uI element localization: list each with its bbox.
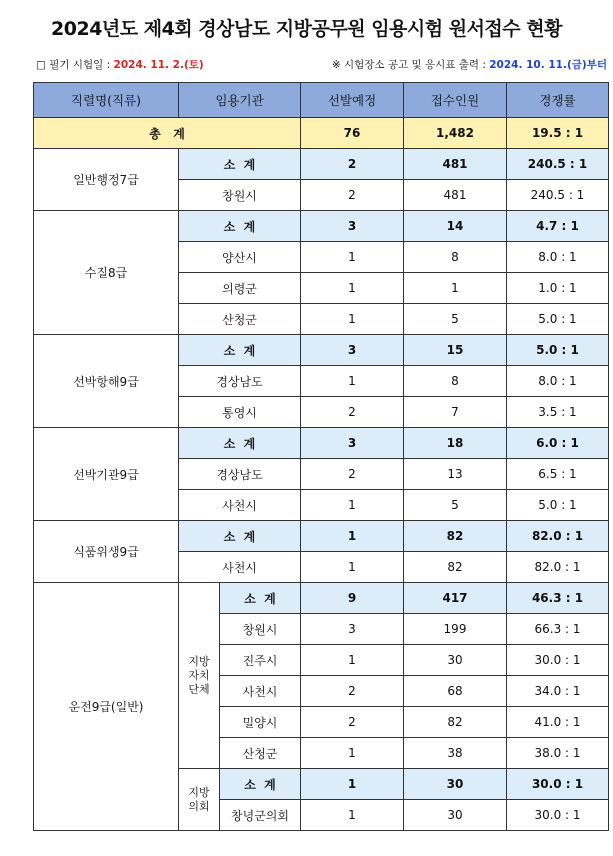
total-row (34, 118, 609, 149)
subtotal-row (34, 583, 609, 614)
category-cell: 선박항해9급 (34, 335, 179, 428)
cell-applicants: 30 (404, 645, 507, 676)
agency-cell: 사천시 (179, 490, 301, 521)
cell-ratio: 41.0 : 1 (507, 707, 609, 738)
cell-planned: 2 (301, 707, 404, 738)
exam-date-line (36, 57, 204, 72)
subtotal-ratio: 46.3 : 1 (507, 583, 609, 614)
cell-planned: 1 (301, 800, 404, 831)
subtotal-row (34, 521, 609, 552)
subtotal-ratio: 30.0 : 1 (507, 769, 609, 800)
subtotal-label: 소 계 (179, 211, 301, 242)
cell-planned: 1 (301, 738, 404, 769)
subtotal-label: 소 계 (179, 335, 301, 366)
header-applicants: 접수인원 (404, 83, 507, 118)
agency-cell: 진주시 (220, 645, 301, 676)
cell-applicants: 5 (404, 304, 507, 335)
cell-ratio: 82.0 : 1 (507, 552, 609, 583)
cell-applicants: 7 (404, 397, 507, 428)
cell-applicants: 82 (404, 552, 507, 583)
subtotal-planned: 1 (301, 521, 404, 552)
category-cell: 수질8급 (34, 211, 179, 335)
cell-planned: 2 (301, 459, 404, 490)
cell-planned: 3 (301, 614, 404, 645)
cell-planned: 1 (301, 645, 404, 676)
cell-applicants: 1 (404, 273, 507, 304)
cell-ratio: 8.0 : 1 (507, 366, 609, 397)
subtotal-ratio: 6.0 : 1 (507, 428, 609, 459)
cell-applicants: 13 (404, 459, 507, 490)
category-cell: 일반행정7급 (34, 149, 179, 211)
subtotal-planned: 3 (301, 211, 404, 242)
cell-planned: 2 (301, 676, 404, 707)
subtotal-planned: 3 (301, 335, 404, 366)
cell-ratio: 30.0 : 1 (507, 800, 609, 831)
cell-planned: 1 (301, 242, 404, 273)
agency-cell: 사천시 (220, 676, 301, 707)
subtotal-label: 소 계 (220, 769, 301, 800)
subtotal-planned: 2 (301, 149, 404, 180)
cell-planned: 2 (301, 180, 404, 211)
cell-applicants: 68 (404, 676, 507, 707)
cell-ratio: 66.3 : 1 (507, 614, 609, 645)
subtotal-row (34, 149, 609, 180)
agency-cell: 사천시 (179, 552, 301, 583)
cell-ratio: 5.0 : 1 (507, 304, 609, 335)
cell-ratio: 30.0 : 1 (507, 645, 609, 676)
subtotal-applicants: 481 (404, 149, 507, 180)
application-status-table (33, 82, 609, 831)
agency-cell: 산청군 (220, 738, 301, 769)
subtotal-planned: 1 (301, 769, 404, 800)
agency-cell: 창원시 (179, 180, 301, 211)
subtotal-row (34, 335, 609, 366)
cell-ratio: 5.0 : 1 (507, 490, 609, 521)
category-cell: 선박기관9급 (34, 428, 179, 521)
exam-date-label: □ 필기 시험일 : (36, 59, 114, 71)
subtotal-row (34, 428, 609, 459)
agency-cell: 통영시 (179, 397, 301, 428)
cell-ratio: 240.5 : 1 (507, 180, 609, 211)
cell-applicants: 5 (404, 490, 507, 521)
subtotal-label: 소 계 (220, 583, 301, 614)
subtotal-applicants: 82 (404, 521, 507, 552)
header-planned: 선발예정 (301, 83, 404, 118)
exam-date-value: 2024. 11. 2.(토) (113, 59, 204, 71)
total-applicants: 1,482 (404, 118, 507, 149)
subtotal-planned: 9 (301, 583, 404, 614)
category-cell: 운전9급(일반) (34, 583, 179, 831)
total-ratio: 19.5 : 1 (507, 118, 609, 149)
cell-applicants: 30 (404, 800, 507, 831)
category-cell: 식품위생9급 (34, 521, 179, 583)
agency-cell: 창녕군의회 (220, 800, 301, 831)
subtotal-applicants: 417 (404, 583, 507, 614)
subtotal-ratio: 82.0 : 1 (507, 521, 609, 552)
cell-applicants: 481 (404, 180, 507, 211)
total-label: 총 계 (34, 118, 301, 149)
agency-cell: 의령군 (179, 273, 301, 304)
cell-ratio: 1.0 : 1 (507, 273, 609, 304)
cell-ratio: 38.0 : 1 (507, 738, 609, 769)
subtotal-label: 소 계 (179, 521, 301, 552)
cell-applicants: 199 (404, 614, 507, 645)
agency-cell: 밀양시 (220, 707, 301, 738)
table-header-row (34, 83, 609, 118)
cell-applicants: 8 (404, 366, 507, 397)
subtotal-applicants: 18 (404, 428, 507, 459)
subtotal-applicants: 30 (404, 769, 507, 800)
cell-applicants: 82 (404, 707, 507, 738)
agency-cell: 산청군 (179, 304, 301, 335)
subtotal-row (34, 211, 609, 242)
cell-planned: 1 (301, 273, 404, 304)
agency-cell: 경상남도 (179, 366, 301, 397)
cell-applicants: 8 (404, 242, 507, 273)
subtotal-planned: 3 (301, 428, 404, 459)
subtotal-ratio: 240.5 : 1 (507, 149, 609, 180)
agency-cell: 경상남도 (179, 459, 301, 490)
subtotal-label: 소 계 (179, 428, 301, 459)
subtotal-ratio: 4.7 : 1 (507, 211, 609, 242)
header-agency: 임용기관 (179, 83, 301, 118)
cell-planned: 1 (301, 552, 404, 583)
agency-cell: 창원시 (220, 614, 301, 645)
total-planned: 76 (301, 118, 404, 149)
cell-planned: 1 (301, 490, 404, 521)
cell-applicants: 38 (404, 738, 507, 769)
notice-value: 2024. 10. 11.(금)부터 (489, 59, 607, 71)
subtotal-applicants: 14 (404, 211, 507, 242)
subtotal-ratio: 5.0 : 1 (507, 335, 609, 366)
notice-line (332, 57, 607, 72)
agency-cell: 양산시 (179, 242, 301, 273)
cell-planned: 1 (301, 366, 404, 397)
subtotal-label: 소 계 (179, 149, 301, 180)
header-category: 직렬명(직류) (34, 83, 179, 118)
cell-planned: 1 (301, 304, 404, 335)
cell-ratio: 34.0 : 1 (507, 676, 609, 707)
notice-label: ※ 시험장소 공고 및 응시표 출력 : (331, 59, 490, 71)
cell-ratio: 6.5 : 1 (507, 459, 609, 490)
subgroup-cell: 지방 의회 (179, 769, 220, 831)
page-title: 2024년도 제4회 경상남도 지방공무원 임용시험 원서접수 현황 (51, 18, 562, 40)
cell-ratio: 8.0 : 1 (507, 242, 609, 273)
header-ratio: 경쟁률 (507, 83, 609, 118)
subgroup-cell: 지방 자치 단체 (179, 583, 220, 769)
subtotal-applicants: 15 (404, 335, 507, 366)
cell-ratio: 3.5 : 1 (507, 397, 609, 428)
cell-planned: 2 (301, 397, 404, 428)
